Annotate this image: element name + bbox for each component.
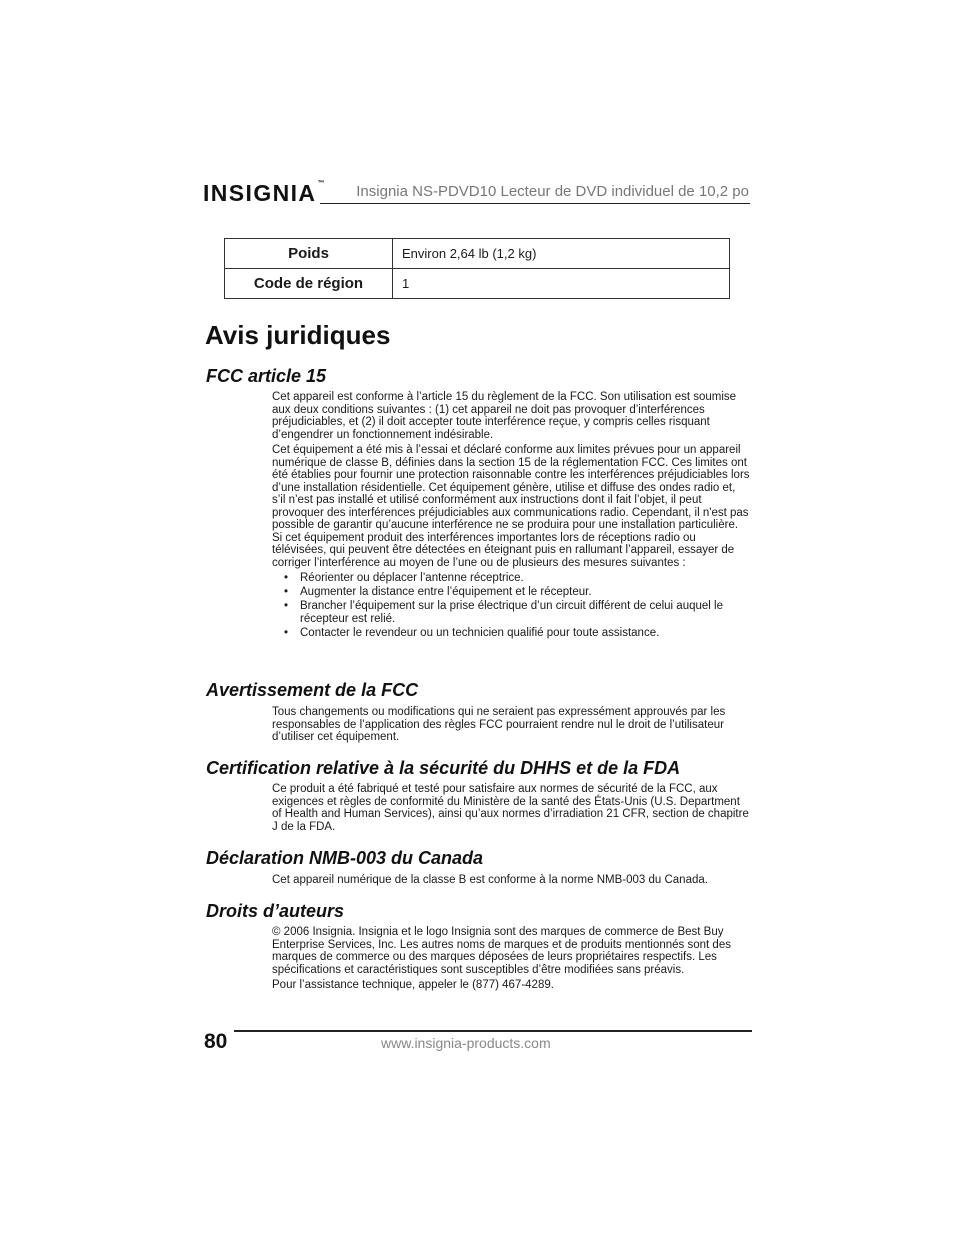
support-paragraph: Pour l’assistance technique, appeler le (877) 467-4289. <box>272 979 554 991</box>
fcc-body <box>272 391 750 641</box>
copyright-heading: Droits d’auteurs <box>206 901 345 921</box>
fcc-measures-list <box>272 572 750 639</box>
fcc-paragraph-2: Cet équipement a été mis à l’essai et déclaré conforme aux limites prévues pour un appareil numérique de classe B, définies dans la section 15 de la réglementation FCC. Ces limites ont été établies pour fournir une protection raisonnable contre les interférences préjudiciables lors d’une installation résidentielle. Cet équipement génère, utilise et diffuse des ondes radio et, s’il n’est pas installé et utilisé conformément aux instructions dont il fait l’objet, il peut provoquer des interférences préjudiciables aux communications radio. Cependant, il n'est pas possible de garantir qu’aucune interférence ne se produira pour une installation particulière. Si cet équipement produit des interférences importantes lors de réceptions radio ou télévisées, qui peuvent être détectées en éteignant puis en rallumant l’appareil, essayer de corriger l’interférence au moyen de l’une ou de plusieurs des mesures suivantes : <box>272 444 750 569</box>
nmb-heading: Déclaration NMB-003 du Canada <box>206 848 484 868</box>
fcc-warning-body <box>272 706 750 747</box>
nmb-body <box>272 874 750 890</box>
table-row <box>225 269 730 299</box>
insignia-logo <box>203 180 324 207</box>
fcc-heading: FCC article 15 <box>206 366 327 386</box>
fcc-paragraph-1: Cet appareil est conforme à l’article 15 du règlement de la FCC. Son utilisation est soumise aux deux conditions suivantes : (1) cet appareil ne doit pas provoquer d’interférences préjudiciables, et (2) il doit accepter toute interférence reçue, y compris celles risquant d’engendrer un fonctionnement indésirable. <box>272 391 737 441</box>
list-item: • Augmenter la distance entre l’équipement et le récepteur. <box>284 586 592 598</box>
spec-label: Poids <box>225 239 393 269</box>
trademark-symbol: ™ <box>317 180 325 187</box>
fcc-warning-heading: Avertissement de la FCC <box>206 680 419 700</box>
bullet-icon: • <box>284 626 289 639</box>
page-number: 80 <box>204 1030 228 1053</box>
spec-value: 1 <box>393 269 730 299</box>
list-item: • Brancher l’équipement sur la prise électrique d’un circuit différent de celui auquel le récepteur est relié. <box>284 600 723 625</box>
spec-value: Environ 2,64 lb (1,2 kg) <box>393 239 730 269</box>
bullet-icon: • <box>284 572 289 584</box>
list-item: • Contacter le revendeur ou un technicien qualifié pour toute assistance. <box>284 626 660 639</box>
specs-table <box>224 238 730 299</box>
table-row <box>225 239 730 269</box>
fcc-warning-paragraph: Tous changements ou modifications qui ne seraient pas expressément approuvés par les responsables de l’application des règles FCC pourraient rendre nul le droit de l’utilisateur d’utiliser cet équipement. <box>272 706 726 743</box>
logo-wordmark: INSIGNIA <box>203 180 317 206</box>
dhhs-heading: Certification relative à la sécurité du DHHS et de la FDA <box>206 758 681 778</box>
spec-label: Code de région <box>225 269 393 299</box>
dhhs-paragraph: Ce produit a été fabriqué et testé pour satisfaire aux normes de sécurité de la FCC, aux exigences et règles de conformité du Ministère de la santé des États-Unis (U.S. Department of Health and Human Services), ainsi qu’aux normes d’irradiation 21 CFR, section de chapitre J de la FDA. <box>272 783 749 833</box>
copyright-paragraph: © 2006 Insignia. Insignia et le logo Insignia sont des marques de commerce de Best Buy Enterprise Services, Inc. Les autres noms de marques et de produits mentionnés sont des marques de commerce ou des marques déposées de leurs propriétaires respectifs. Les spécifications et caractéristiques sont susceptibles d’être modifiées sans préavis. <box>272 926 731 976</box>
section-title: Avis juridiques <box>205 320 391 350</box>
footer-divider <box>234 1030 752 1032</box>
dhhs-body <box>272 783 750 836</box>
header-title: Insignia NS-PDVD10 Lecteur de DVD individuel de 10,2 po <box>356 183 749 200</box>
nmb-paragraph: Cet appareil numérique de la classe B est conforme à la norme NMB-003 du Canada. <box>272 874 708 886</box>
bullet-icon: • <box>284 586 289 598</box>
copyright-body <box>272 926 750 995</box>
header-divider <box>320 203 750 204</box>
bullet-icon: • <box>284 600 289 612</box>
list-item: • Réorienter ou déplacer l’antenne réceptrice. <box>284 572 524 584</box>
footer-url: www.insignia-products.com <box>381 1035 551 1051</box>
